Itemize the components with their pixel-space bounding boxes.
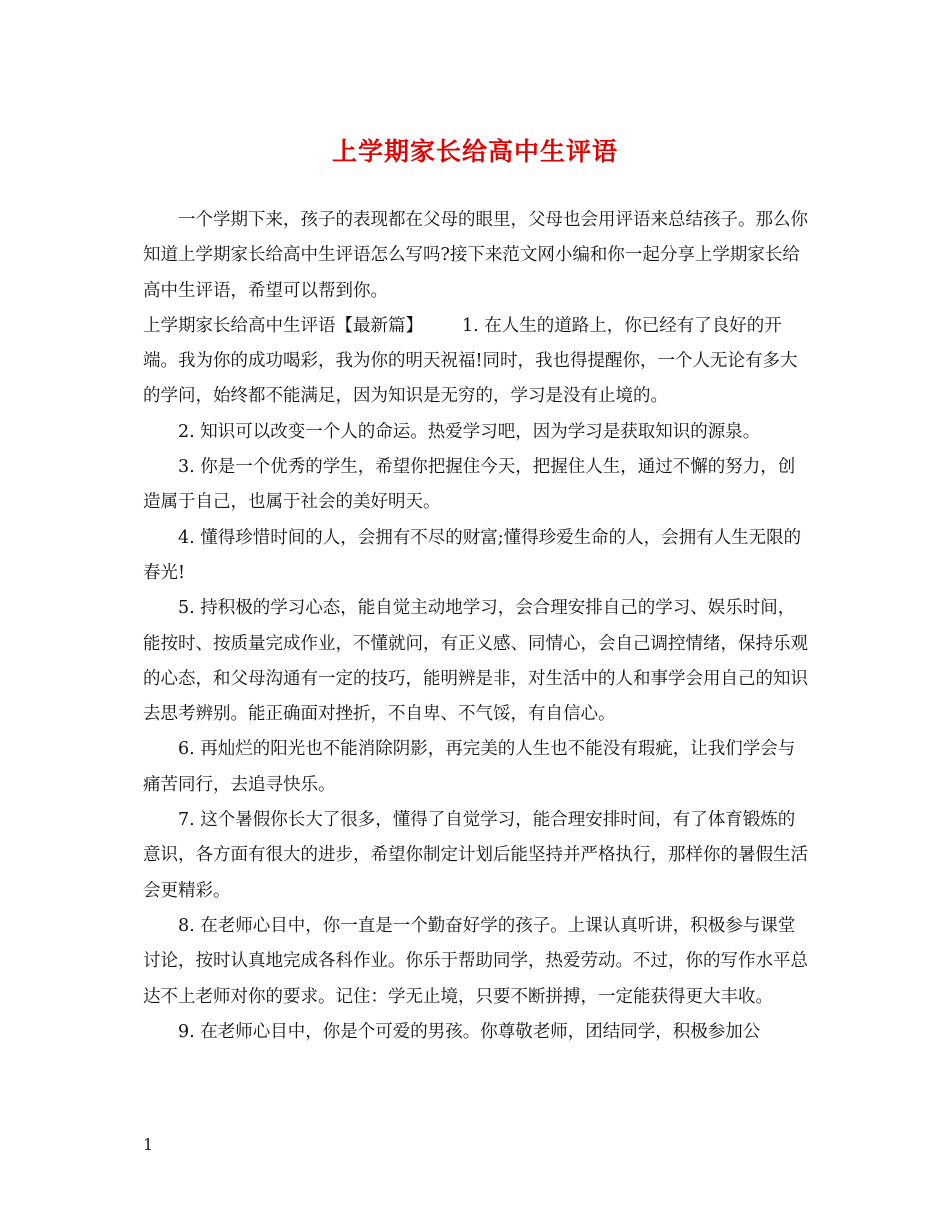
list-item: 2. 知识可以改变一个人的命运。热爱学习吧，因为学习是获取知识的源泉。 (178, 421, 761, 442)
document-title: 上学期家长给高中生评语 (331, 137, 618, 166)
list-item: 4. 懂得珍惜时间的人，会拥有不尽的财富;懂得珍爱生命的人，会拥有人生无限的春光! (143, 527, 802, 583)
section-heading: 上学期家长给高中生评语【最新篇】 (143, 315, 423, 336)
list-item: 7. 这个暑假你长大了很多，懂得了自觉学习，能合理安排时间，有了体育锻炼的意识，各方面有很大的进步，希望你制定计划后能坚持并严格执行，那样你的暑假生活会更精彩。 (143, 810, 808, 901)
list-item: 9. 在老师心目中，你是个可爱的男孩。你尊敬老师，团结同学，积极参加公 (178, 1021, 761, 1042)
list-item: 8. 在老师心目中，你一直是一个勤奋好学的孩子。上课认真听讲，积极参与课堂讨论，按时认真地完成各科作业。你乐于帮助同学，热爱劳动。不过，你的写作水平总达不上老师对你的要求。记住：学无止境，只要不断拼搏，一定能获得更大丰收。 (143, 915, 808, 1007)
intro-paragraph: 一个学期下来，孩子的表现都在父母的眼里，父母也会用评语来总结孩子。那么你知道上学期家长给高中生评语怎么写吗?接下来范文网小编和你一起分享上学期家长给高中生评语，希望可以帮到你。 (143, 210, 808, 301)
page-number: 1 (143, 1135, 154, 1154)
list-item: 6. 再灿烂的阳光也不能消除阴影，再完美的人生也不能没有瑕疵，让我们学会与痛苦同行，去追寻快乐。 (143, 739, 796, 795)
document-body (143, 203, 808, 1050)
list-item: 5. 持积极的学习心态，能自觉主动地学习，会合理安排自己的学习、娱乐时间，能按时、按质量完成作业，不懂就问，有正义感、同情心，会自己调控情绪，保持乐观的心态，和父母沟通有一定的技巧，能明辨是非，对生活中的人和事学会用自己的知识去思考辨别。能正确面对挫折，不自卑、不气馁，有自信心。 (143, 598, 808, 725)
section-paragraph (143, 309, 808, 415)
list-item: 1. 在人生的道路上，你已经有了良好的开端。我为你的成功喝彩，我为你的明天祝福!同时，我也得提醒你，一个人无论有多大的学问，始终都不能满足，因为知识是无穷的，学习是没有止境的。 (143, 315, 798, 407)
list-item: 3. 你是一个优秀的学生，希望你把握住今天，把握住人生，通过不懈的努力，创造属于自己，也属于社会的美好明天。 (143, 457, 796, 513)
